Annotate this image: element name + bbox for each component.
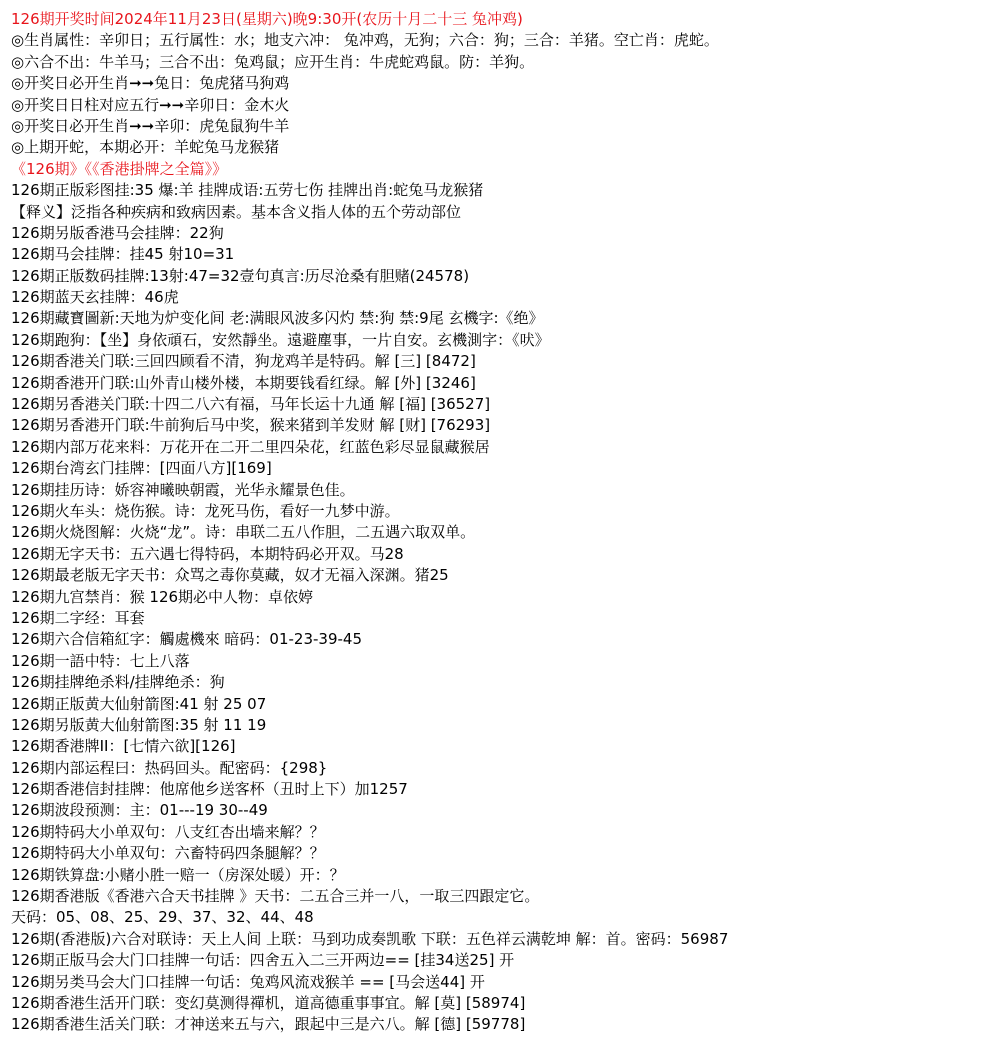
document-text-line: 126期特码大小单双句：六畜特码四条腿解？？	[11, 844, 325, 863]
document-text-line: 126期内部运程曰：热码回头。配密码：{298}	[11, 758, 328, 777]
document-text-line: 126期最老版无字天书：众骂之毒你莫藏，奴才无福入深渊。猪25	[11, 566, 449, 585]
document-text-line: 126期正版黄大仙射箭图:41 射 25 07	[11, 694, 267, 713]
document-text-line: 126期另香港关门联:十四二八六有福，马年长运十九通 解 [福] [36527]	[11, 395, 491, 414]
document-text-line: 126期内部万花来料：万花开在二开二里四朵花，红蓝色彩尽显鼠藏猴居	[11, 437, 490, 456]
document-text-line: 126期另香港开门联:牛前狗后马中奖，猴来猪到羊发财 解 [财] [76293]	[11, 416, 491, 435]
document-text-line: ◎上期开蛇，本期必开：羊蛇兔马龙猴猪	[11, 138, 280, 157]
document-text-line: 126期无字天书：五六遇七得特码，本期特码必开双。马28	[11, 544, 404, 563]
document-text-line: 126期一語中特：七上八落	[11, 651, 190, 670]
document-text-line: 126期铁算盘:小赌小胜一赔一（房深处暖）开：？	[11, 865, 345, 884]
document-text-line: 126期挂历诗：娇容神曦映朝霞，光华永耀景色佳。	[11, 480, 355, 499]
document-text-line: 126期蓝天玄挂牌：46虎	[11, 288, 179, 307]
document-text-line: 126期挂牌绝杀料/挂牌绝杀：狗	[11, 673, 225, 692]
document-text-line: 126期马会挂牌：挂45 射10=31	[11, 245, 235, 264]
document-text-line: 天码：05、08、25、29、37、32、44、48	[11, 908, 314, 927]
document-text-line: 126期特码大小单双句：八支红杏出墙来解？？	[11, 822, 325, 841]
document-text-line: 126期波段预测：主：01---19 30--49	[11, 801, 268, 820]
document-text-line: ◎生肖属性：辛卯日；五行属性：水；地支六冲： 兔冲鸡，无狗；六合：狗；三合：羊猪。空亡肖：虎蛇。	[11, 31, 719, 50]
headline-text-line: 126期开奖时间2024年11月23日(星期六)晚9:30开(农历十月二十三 兔冲鸡)	[11, 10, 523, 28]
document-text-line: 126期正版彩图挂:35 爆:羊 挂牌成语:五劳七伤 挂牌出肖:蛇兔马龙猴猪	[11, 181, 484, 200]
document-text-line: ◎六合不出：牛羊马；三合不出：兔鸡鼠；应开生肖：牛虎蛇鸡鼠。防：羊狗。	[11, 52, 535, 71]
document-text-line: 126期另版黄大仙射箭图:35 射 11 19	[11, 715, 267, 734]
headline-text-line: 《126期》《《香港掛牌之全篇》》	[11, 159, 228, 178]
document-text-line: 126期另类马会大门口挂牌一句话：兔鸡风流戏猴羊 == [马会送44] 开	[11, 972, 485, 991]
document-text-line: 126期香港开门联:山外青山楼外楼，本期要钱看红绿。解 [外] [3246]	[11, 373, 476, 392]
document-text-line: 126期香港版《香港六合天书挂牌 》天书：二五合三并一八，一取三四跟定它。	[11, 887, 540, 906]
document-text-line: 126期火烧图解：火烧“龙”。诗：串联二五八作胆，二五遇六取双单。	[11, 523, 476, 542]
document-text-line: 126期二字经：耳套	[11, 608, 145, 627]
document-text-line: 126期火车头：烧伤猴。诗：龙死马伤，看好一九梦中游。	[11, 501, 400, 520]
document-text-line: ◎开奖日日柱对应五行➞➞辛卯日：金木火	[11, 95, 290, 114]
document-text-line: ◎开奖日必开生肖➞➞辛卯：虎兔鼠狗牛羊	[11, 116, 290, 135]
document-text-line: 126期正版马会大门口挂牌一句话：四舍五入二三开两边== [挂34送25] 开	[11, 951, 515, 970]
document-text-line: 126期香港信封挂牌：他席他乡送客杯（丑时上下）加1257	[11, 780, 408, 799]
document-text-line: 126期六合信箱紅字：觸處機來 暗码：01-23-39-45	[11, 630, 362, 649]
document-text-line: 126期藏寶圖新:天地为炉变化间 老:满眼风波多闪灼 禁:狗 禁:9尾 玄機字:《绝》	[11, 309, 544, 328]
document-text-line: 126期跑狗：【坐】身依頑石，安然靜坐。遠避塵事，一片自安。玄機測字：《吠》	[11, 330, 550, 349]
document-text-line: 126期正版数码挂牌:13射:47=32壹句真言:历尽沧桑有胆赌(24578)	[11, 266, 470, 285]
document-text-line: 126期另版香港马会挂牌：22狗	[11, 223, 224, 242]
document-text-line: 126期台湾玄门挂牌：[四面八方][169]	[11, 459, 272, 478]
document-text-line: 126期香港牌II：[七情六欲][126]	[11, 737, 236, 756]
document-text-line: 【释义】泛指各种疾病和致病因素。基本含义指人体的五个劳动部位	[11, 202, 462, 221]
document-text-line: 126期香港关门联:三回四顾看不清，狗龙鸡羊是特码。解 [三] [8472]	[11, 352, 476, 371]
document-text-line: ◎开奖日必开生肖➞➞兔日：兔虎猪马狗鸡	[11, 74, 290, 93]
document-text-line: 126期香港生活开门联：变幻莫测得禪机，道高德重事事宜。解 [莫] [58974]	[11, 993, 526, 1012]
document-text-line: 126期九宫禁肖：猴 126期必中人物：卓依婷	[11, 587, 314, 606]
document-text-line: 126期香港生活关门联：才神送来五与六，跟起中三是六八。解 [德] [59778]	[11, 1015, 526, 1034]
document-text-line: 126期(香港版)六合对联诗：天上人间 上联：马到功成奏凯歌 下联：五色祥云满乾坤 解：首。密码：56987	[11, 929, 729, 948]
